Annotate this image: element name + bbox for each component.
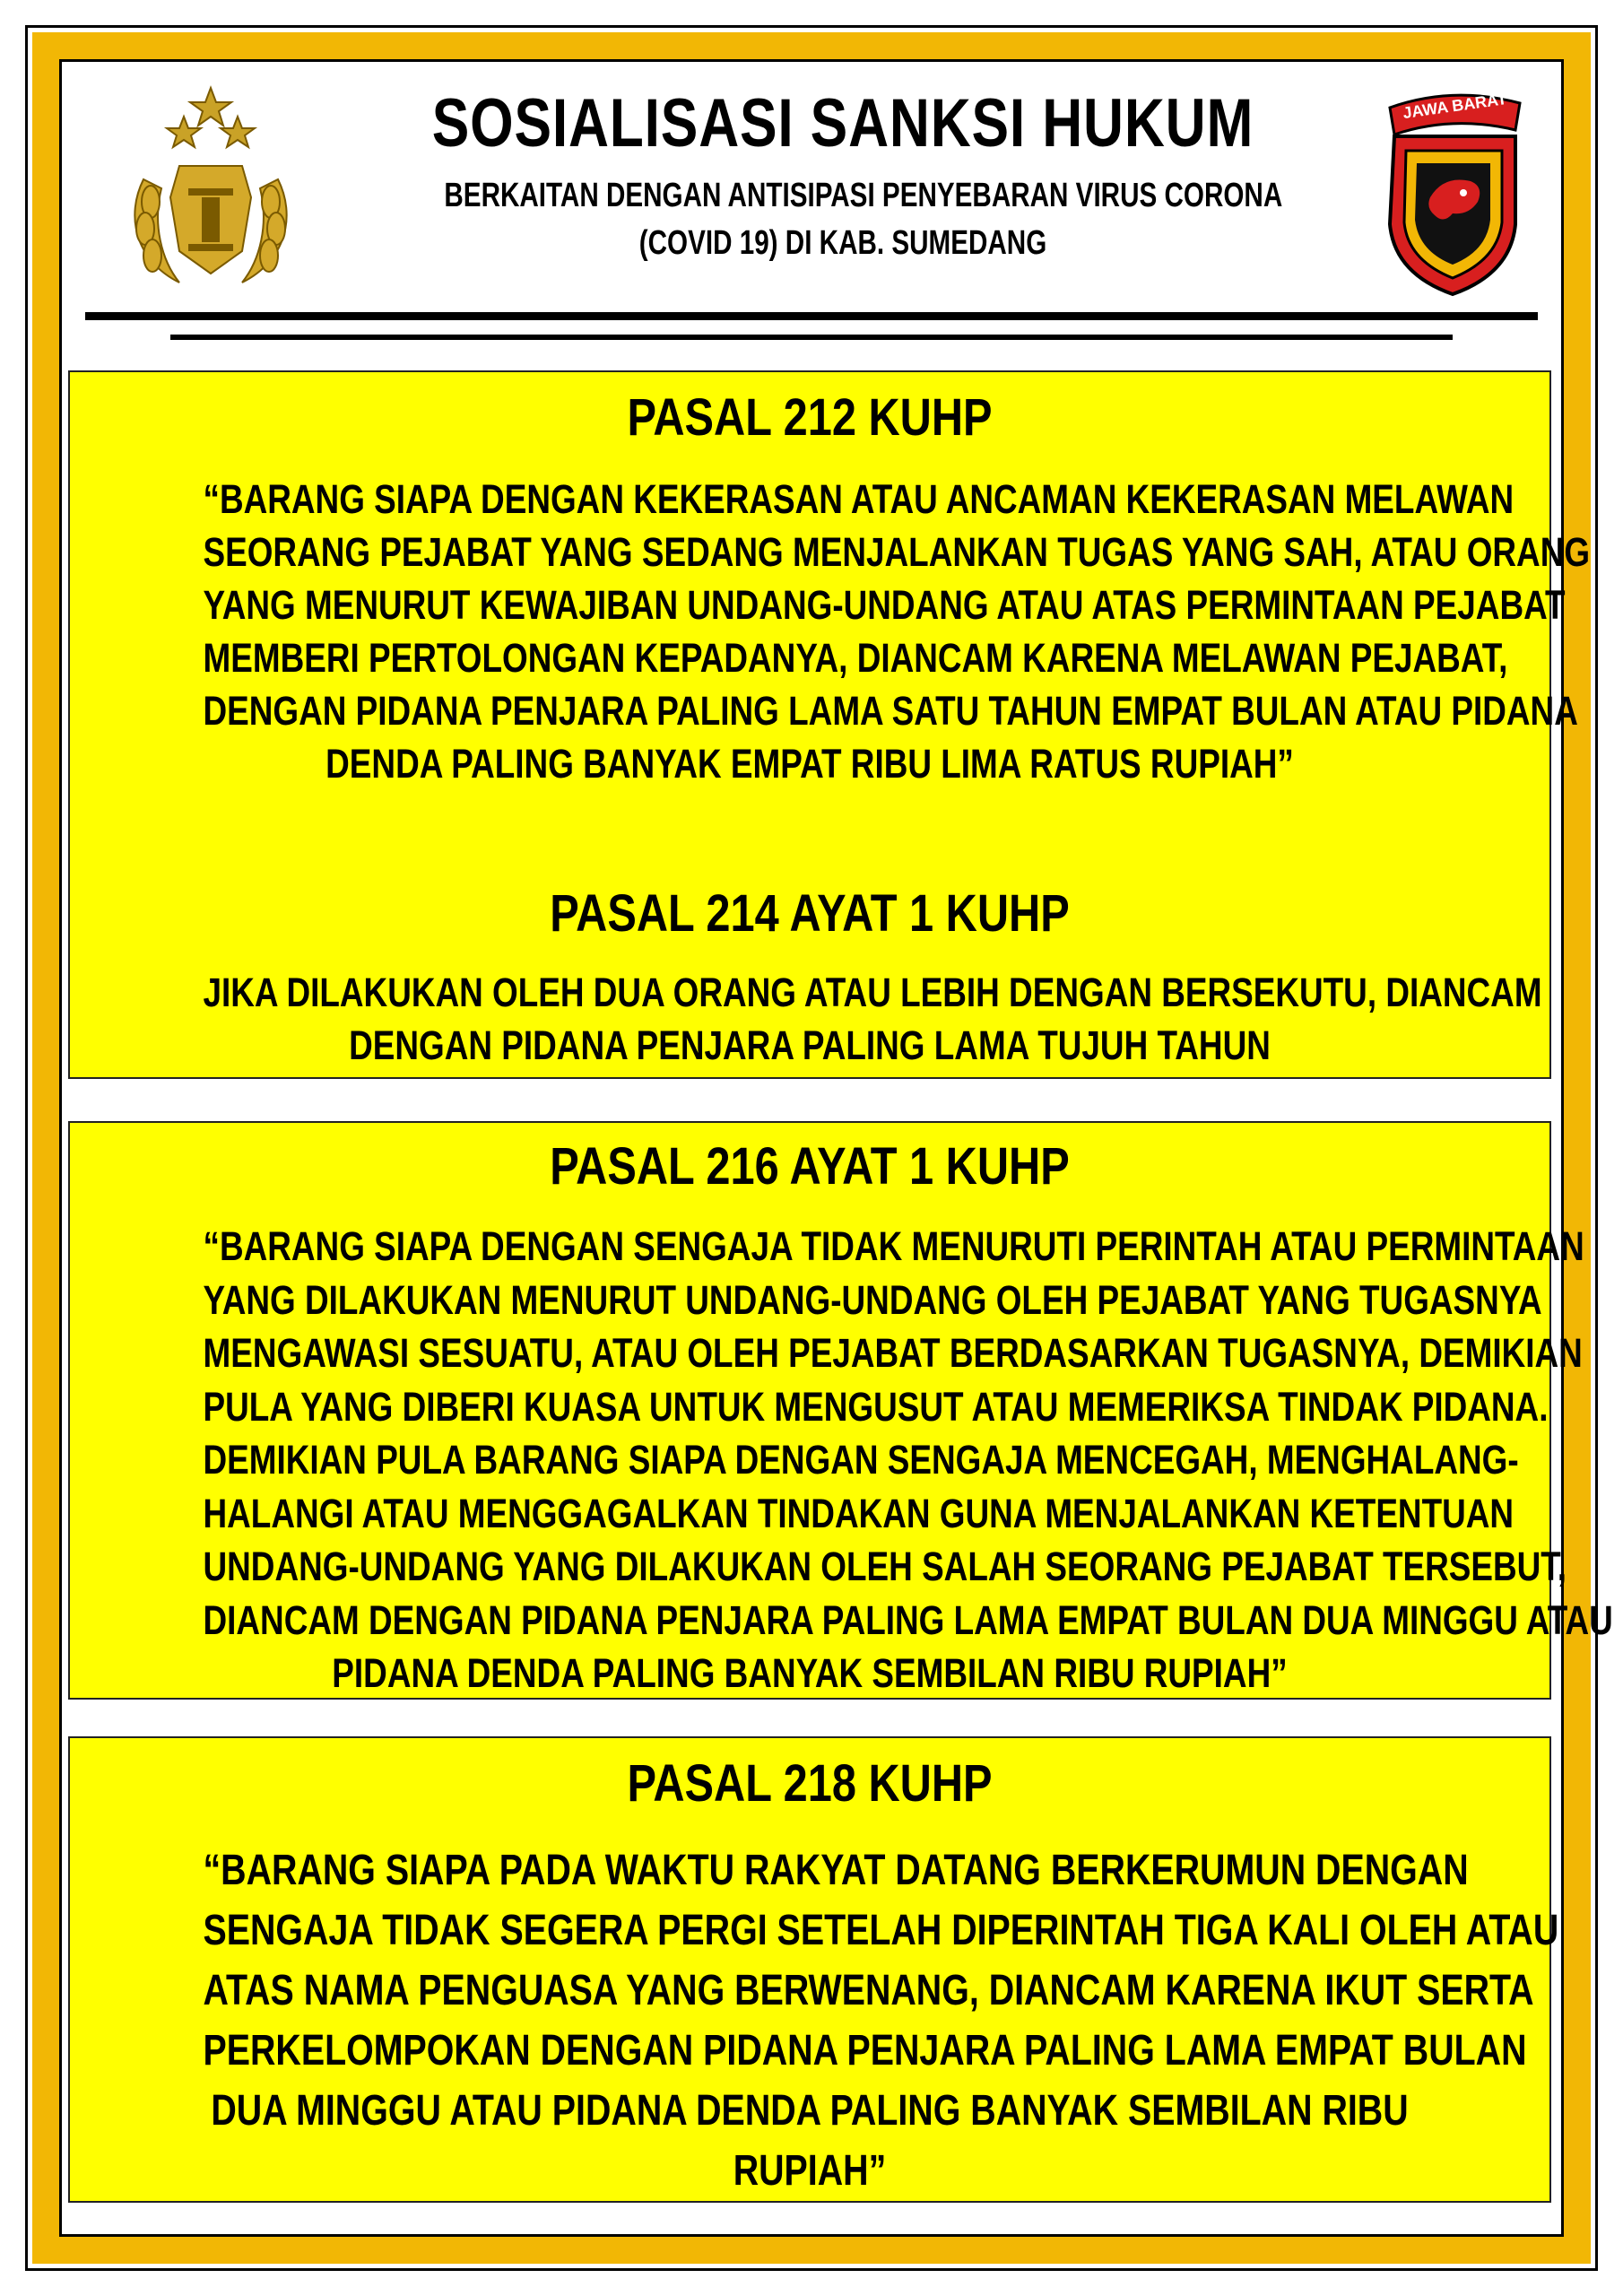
subtitle-line-2: (COVID 19) DI KAB. SUMEDANG xyxy=(638,223,1047,262)
article-title: PASAL 214 AYAT 1 KUHP xyxy=(550,884,1070,943)
article-body xyxy=(203,473,1591,790)
article-body xyxy=(203,966,1542,1072)
header xyxy=(63,63,1560,305)
article-line: YANG DILAKUKAN MENURUT UNDANG-UNDANG OLEH PEJABAT YANG TUGASNYA xyxy=(203,1276,1542,1323)
article-line: JIKA DILAKUKAN OLEH DUA ORANG ATAU LEBIH DENGAN BERSEKUTU, DIANCAM xyxy=(203,970,1542,1015)
article-line: PULA YANG DIBERI KUASA UNTUK MENGUSUT ATAU MEMERIKSA TINDAK PIDANA. xyxy=(203,1383,1549,1430)
article-line: ATAS NAMA PENGUASA YANG BERWENANG, DIANCAM KARENA IKUT SERTA xyxy=(203,1967,1534,2014)
article-line: PERKELOMPOKAN DENGAN PIDANA PENJARA PALING LAMA EMPAT BULAN xyxy=(203,2027,1527,2074)
article-line: MEMBERI PERTOLONGAN KEPADANYA, DIANCAM KARENA MELAWAN PEJABAT, xyxy=(203,635,1508,681)
article-line: DIANCAM DENGAN PIDANA PENJARA PALING LAMA EMPAT BULAN DUA MINGGU ATAU xyxy=(203,1596,1613,1643)
subtitle-line-1: BERKAITAN DENGAN ANTISIPASI PENYEBARAN VIRUS CORONA xyxy=(444,176,1283,214)
page-title: SOSIALISASI SANKSI HUKUM xyxy=(431,85,1254,161)
jawa-barat-label: JAWA BARAT xyxy=(1402,89,1508,123)
article-title: PASAL 216 AYAT 1 KUHP xyxy=(550,1137,1070,1196)
article-line: UNDANG-UNDANG YANG DILAKUKAN OLEH SALAH SEORANG PEJABAT TERSEBUT, xyxy=(203,1544,1567,1589)
jawa-barat-police-shield-icon xyxy=(1372,81,1533,300)
header-divider-thick xyxy=(85,312,1538,320)
header-divider-thin xyxy=(170,335,1453,340)
panel-pasal-212-214 xyxy=(68,370,1591,1079)
article-line: DENGAN PIDANA PENJARA PALING LAMA TUJUH TAHUN xyxy=(349,1022,1271,1068)
panel-pasal-218 xyxy=(68,1736,1559,2203)
article-body xyxy=(203,1220,1613,1700)
article-line: “BARANG SIAPA DENGAN KEKERASAN ATAU ANCAMAN KEKERASAN MELAWAN xyxy=(203,476,1515,522)
article-line: DUA MINGGU ATAU PIDANA DENDA PALING BANYAK SEMBILAN RIBU xyxy=(211,2087,1409,2135)
article-line: SENGAJA TIDAK SEGERA PERGI SETELAH DIPERINTAH TIGA KALI OLEH ATAU xyxy=(203,1907,1559,1954)
article-line: “BARANG SIAPA PADA WAKTU RAKYAT DATANG BERKERUMUN DENGAN xyxy=(203,1847,1469,1894)
article-line: MENGAWASI SESUATU, ATAU OLEH PEJABAT BERDASARKAN TUGASNYA, DEMIKIAN xyxy=(203,1330,1583,1376)
article-line: HALANGI ATAU MENGGAGALKAN TINDAKAN GUNA MENJALANKAN KETENTUAN xyxy=(203,1490,1515,1536)
article-body xyxy=(203,1840,1559,2201)
article-line: PIDANA DENDA PALING BANYAK SEMBILAN RIBU RUPIAH” xyxy=(332,1650,1288,1696)
article-line: DEMIKIAN PULA BARANG SIAPA DENGAN SENGAJA MENCEGAH, MENGHALANG- xyxy=(203,1437,1519,1483)
article-title: PASAL 212 KUHP xyxy=(627,388,993,447)
header-text xyxy=(332,85,1354,267)
article-line: SEORANG PEJABAT YANG SEDANG MENJALANKAN TUGAS YANG SAH, ATAU ORANG xyxy=(203,529,1591,575)
article-title: PASAL 218 KUHP xyxy=(627,1754,993,1813)
polri-emblem-icon xyxy=(108,81,314,305)
article-line: YANG MENURUT KEWAJIBAN UNDANG-UNDANG ATAU ATAS PERMINTAAN PEJABAT xyxy=(203,582,1566,628)
article-line: RUPIAH” xyxy=(733,2147,887,2195)
article-line: “BARANG SIAPA DENGAN SENGAJA TIDAK MENURUTI PERINTAH ATAU PERMINTAAN xyxy=(203,1223,1584,1269)
article-line: DENGAN PIDANA PENJARA PALING LAMA SATU TAHUN EMPAT BULAN ATAU PIDANA xyxy=(203,688,1578,734)
panel-pasal-216 xyxy=(68,1121,1613,1700)
article-line: DENDA PALING BANYAK EMPAT RIBU LIMA RATUS RUPIAH” xyxy=(325,741,1294,787)
